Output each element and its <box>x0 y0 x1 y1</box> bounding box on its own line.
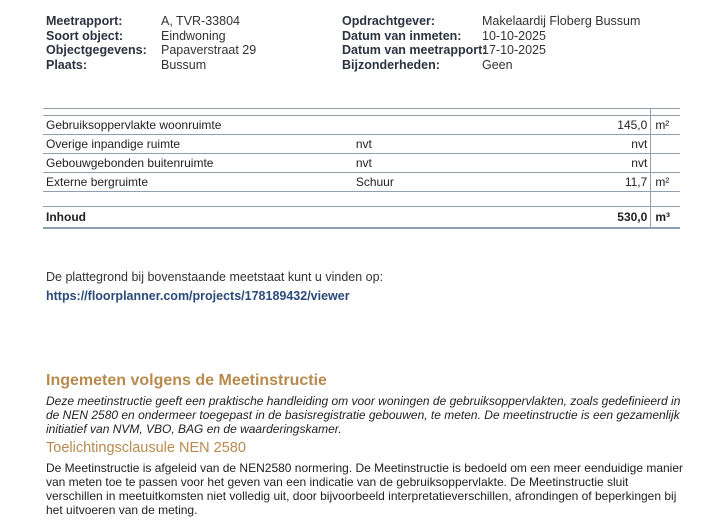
table-row <box>43 173 680 192</box>
meta-value: 10-10-2025 <box>482 28 546 43</box>
area-note: nvt <box>353 154 504 173</box>
area-label: Gebouwgebonden buitenruimte <box>43 154 353 173</box>
area-label: Gebruiksoppervlakte woonruimte <box>43 116 353 135</box>
area-label: Overige inpandige ruimte <box>43 135 353 154</box>
floorplan-link[interactable]: https://floorplanner.com/projects/178189432/viewer <box>46 289 350 303</box>
meta-value: Bussum <box>161 57 207 72</box>
area-table <box>43 108 680 229</box>
area-value: 11,7 <box>504 173 651 192</box>
area-unit: m² <box>651 173 680 192</box>
section-paragraph: Deze meetinstructie geeft een praktische handleiding om voor woningen de gebruiksoppervlakten, zoals gedefinieerd in de NEN 2580 en ondermeer toegepast in de basisregistratie gebouwen, te meten. De meetinstructie is een gezamenlijk initiatief van NVM, VBO, BAG en de waarderingskamer. <box>46 394 681 436</box>
area-unit <box>651 154 680 173</box>
table-row <box>43 116 680 135</box>
section-heading: Ingemeten volgens de Meetinstructie <box>46 372 327 389</box>
meta-row <box>46 14 700 29</box>
report-metadata <box>46 14 700 72</box>
area-unit <box>651 135 680 154</box>
meta-value: Geen <box>482 57 513 72</box>
meta-row <box>46 43 700 58</box>
meta-value: 17-10-2025 <box>482 43 546 58</box>
area-note: Schuur <box>353 173 504 192</box>
meta-label: Plaats: <box>46 57 87 72</box>
total-value: 530,0 <box>504 207 651 229</box>
meta-label: Opdrachtgever: <box>342 14 436 28</box>
meta-row <box>46 29 700 44</box>
section-paragraph-2: De Meetinstructie is afgeleid van de NEN2580 normering. De Meetinstructie is bedoeld om een meer eenduidige manier van meten toe te passen voor het geven van een indicatie van de gebruiksoppervlakte. De Meetinstructie sluit verschillen in meetuitkomsten niet volledig uit, door bijvoorbeeld interpretatieverschillen, afrondingen of beperkingen bij het uitvoeren van de meting. <box>46 461 684 517</box>
table-row <box>43 154 680 173</box>
table-spacer-row <box>43 192 680 207</box>
table-top-border <box>43 109 680 116</box>
area-value: nvt <box>504 154 651 173</box>
total-label: Inhoud <box>43 207 353 229</box>
meta-label: Bijzonderheden: <box>342 57 440 72</box>
meta-value: A, TVR-33804 <box>161 14 240 28</box>
meta-label: Soort object: <box>46 28 124 43</box>
meta-label: Objectgegevens: <box>46 43 147 58</box>
area-value: 145,0 <box>504 116 651 135</box>
meta-value: Eindwoning <box>161 28 226 43</box>
area-unit: m² <box>651 116 680 135</box>
area-note <box>353 116 504 135</box>
meta-label: Datum van meetrapport: <box>342 43 487 58</box>
floorplan-intro: De plattegrond bij bovenstaande meetstaat kunt u vinden op: <box>46 270 384 284</box>
table-total-row <box>43 207 680 229</box>
section-subheading: Toelichtingsclausule NEN 2580 <box>46 440 246 456</box>
area-note: nvt <box>353 135 504 154</box>
meta-label: Meetrapport: <box>46 14 123 28</box>
meta-row <box>46 58 700 73</box>
meta-value: Makelaardij Floberg Bussum <box>482 14 641 28</box>
meta-label: Datum van inmeten: <box>342 28 462 43</box>
area-label: Externe bergruimte <box>43 173 353 192</box>
meta-value: Papaverstraat 29 <box>161 43 257 58</box>
area-value: nvt <box>504 135 651 154</box>
total-unit: m³ <box>651 207 680 229</box>
table-row <box>43 135 680 154</box>
